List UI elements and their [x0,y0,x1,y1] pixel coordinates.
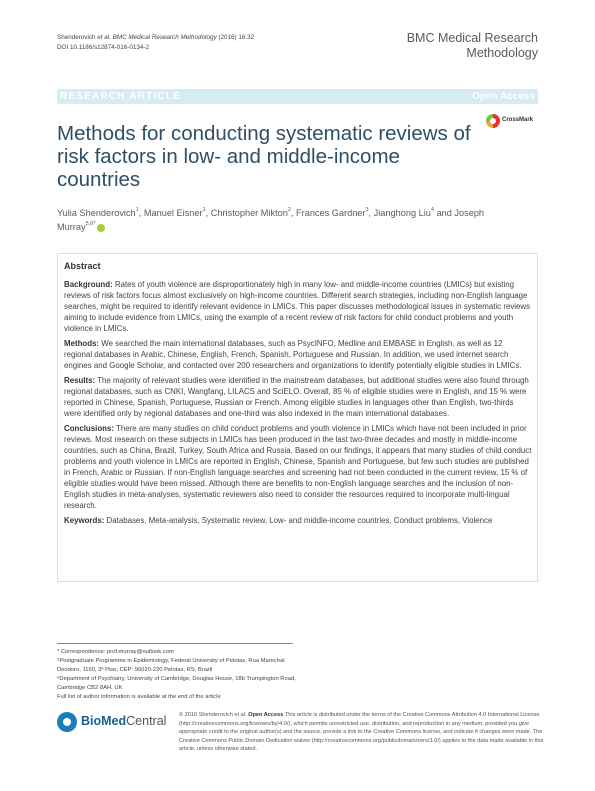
author[interactable]: Yulia Shenderovich$^1$ [57,207,139,218]
author[interactable]: Manuel Eisner$^1$ [143,207,206,218]
journal-name: BMC Medical Research Methodology [406,31,538,60]
authors-and: and [436,208,452,218]
crossmark-badge[interactable] [486,114,542,136]
crossmark-icon [486,114,500,128]
author[interactable]: Frances Gardner$^3$ [296,207,369,218]
open-access-label: Open Access [472,91,535,102]
affiliation: ⁵Postgraduate Programme in Epidemiology, Federal University of Pelotas, Rua Marechal Deodoro, 1160, 3º Piso, CEP: 96020-220 Pelotas, RS, Brazil [57,658,285,673]
author[interactable]: Joseph Murray$^{5,6*}$ [57,208,485,232]
license-statement: © 2016 Shenderovich et al. Open Access This article is distributed under the terms of the Creative Commons Attribution 4.0 International License (http://creativecommons.org/licenses/by/4.0/), which permits unrestricted use, distribution, and reproduction in any medium, provided you give appropriate credit to the original author(s) and the source, provide a link to the Creative Commons license, and indicate if changes were made. The Creative Commons Public Domain Dedication waiver (http://creativecommons.org/publicdomain/zero/1.0/) applies to the data made available in this article, unless otherwise stated. [179,712,544,753]
abstract-body [64,279,532,530]
author[interactable]: Christopher Mikton$^2$ [210,207,291,218]
crossmark-label: CrossMark [502,117,534,123]
author-list: Yulia Shenderovich$^1$, Manuel Eisner$^1$, Christopher Mikton$^2$, Frances Gardner$^3$, Jianghong Liu$^4$ and Joseph Murray$^{5,6*}$ [57,207,485,232]
biomed-central-icon [57,712,77,732]
abstract-keywords: Keywords: Databases, Meta-analysis, Systematic review, Low- and middle-income countries, Conduct problems, Violence [64,516,493,525]
author-info-note: Full list of author information is available at the end of the article [57,694,221,700]
abstract-conclusions: Conclusions: There are many studies on child conduct problems and youth violence in LMICs which have not been included in prior reviews. Most research on these subjects in LMICs has been produced in the last two-three decades and mostly in middle-income countries, such as China, Brazil, Turkey, South Africa and Russia. Based on our findings, it appears that many studies of child conduct problems and youth violence in LMICs are reported in English, Chinese, Spanish and Portuguese, but few such studies are published in French, Arabic or Russian. If non-English language searches and screening had not been conducted in the current review, 15 % of eligible studies would have been missed. Although there are benefits to non-English language searches and the inclusion of non-English studies in meta-analyses, systematic reviewers also need to consider the resources required to incorporate multi-lingual research. [64,424,532,510]
abstract-results: Results: The majority of relevant studies were identified in the mainstream databases, but additional studies were also found through regional databases, such as CNKI, Wangfang, LILACS and SciELO. Overall, 85 % of eligible studies were in English, and 15 % were reported in Chinese, Spanish, Portuguese, Russian or French. Among eligible studies in languages other than English, two-thirds were identified only by regional databases and one-third was also indexed in the main international databases. [64,376,529,418]
footnotes [57,648,297,702]
abstract-heading: Abstract [64,261,101,271]
abstract-box [57,253,538,582]
article-type-label: RESEARCH ARTICLE [60,91,182,102]
orcid-icon[interactable] [97,224,105,232]
running-header [57,33,387,53]
article-type-banner [57,89,538,104]
author[interactable]: Jianghong Liu$^4$ [373,207,434,218]
publisher-logo[interactable] [57,712,177,734]
correspondence[interactable]: * Correspondence: prof.murray@outlook.com [57,649,174,655]
affiliation: ⁶Department of Psychiatry, University of Cambridge, Douglas House, 18b Trumpington Road, Cambridge CB2 8AH, UK [57,676,296,691]
footnote-divider [57,643,293,644]
abstract-background: Background: Rates of youth violence are disproportionately high in many low- and middle-income countries (LMICs) but existing reviews of risk factors focus almost exclusively on high-income countries. Different search strategies, including non-English language searches, might be required to identify relevant evidence in LMICs. This paper discusses methodological issues in systematic reviews aiming to include evidence from LMICs, using the example of a recent review of risk factors for child conduct problems and youth violence in LMICs. [64,280,531,333]
abstract-methods: Methods: We searched the main international databases, such as PsycINFO, Medline and EMBASE in English, as well as 12 regional databases in Arabic, Chinese, English, French, Spanish, Portuguese and Russian. In addition, we used internet search engines and Google Scholar, and contacted over 200 researchers and organizations to identify potentially eligible studies in LMICs. [64,339,522,370]
header-doi[interactable]: DOI 10.1186/s12874-016-0134-2 [57,44,149,51]
article-title: Methods for conducting systematic reviews of risk factors in low- and middle-income countries [57,122,471,191]
header-citation: Shenderovich et al. BMC Medical Research Methodology (2016) 16:32 [57,34,255,41]
publisher-name: BioMedCentral [81,714,167,728]
